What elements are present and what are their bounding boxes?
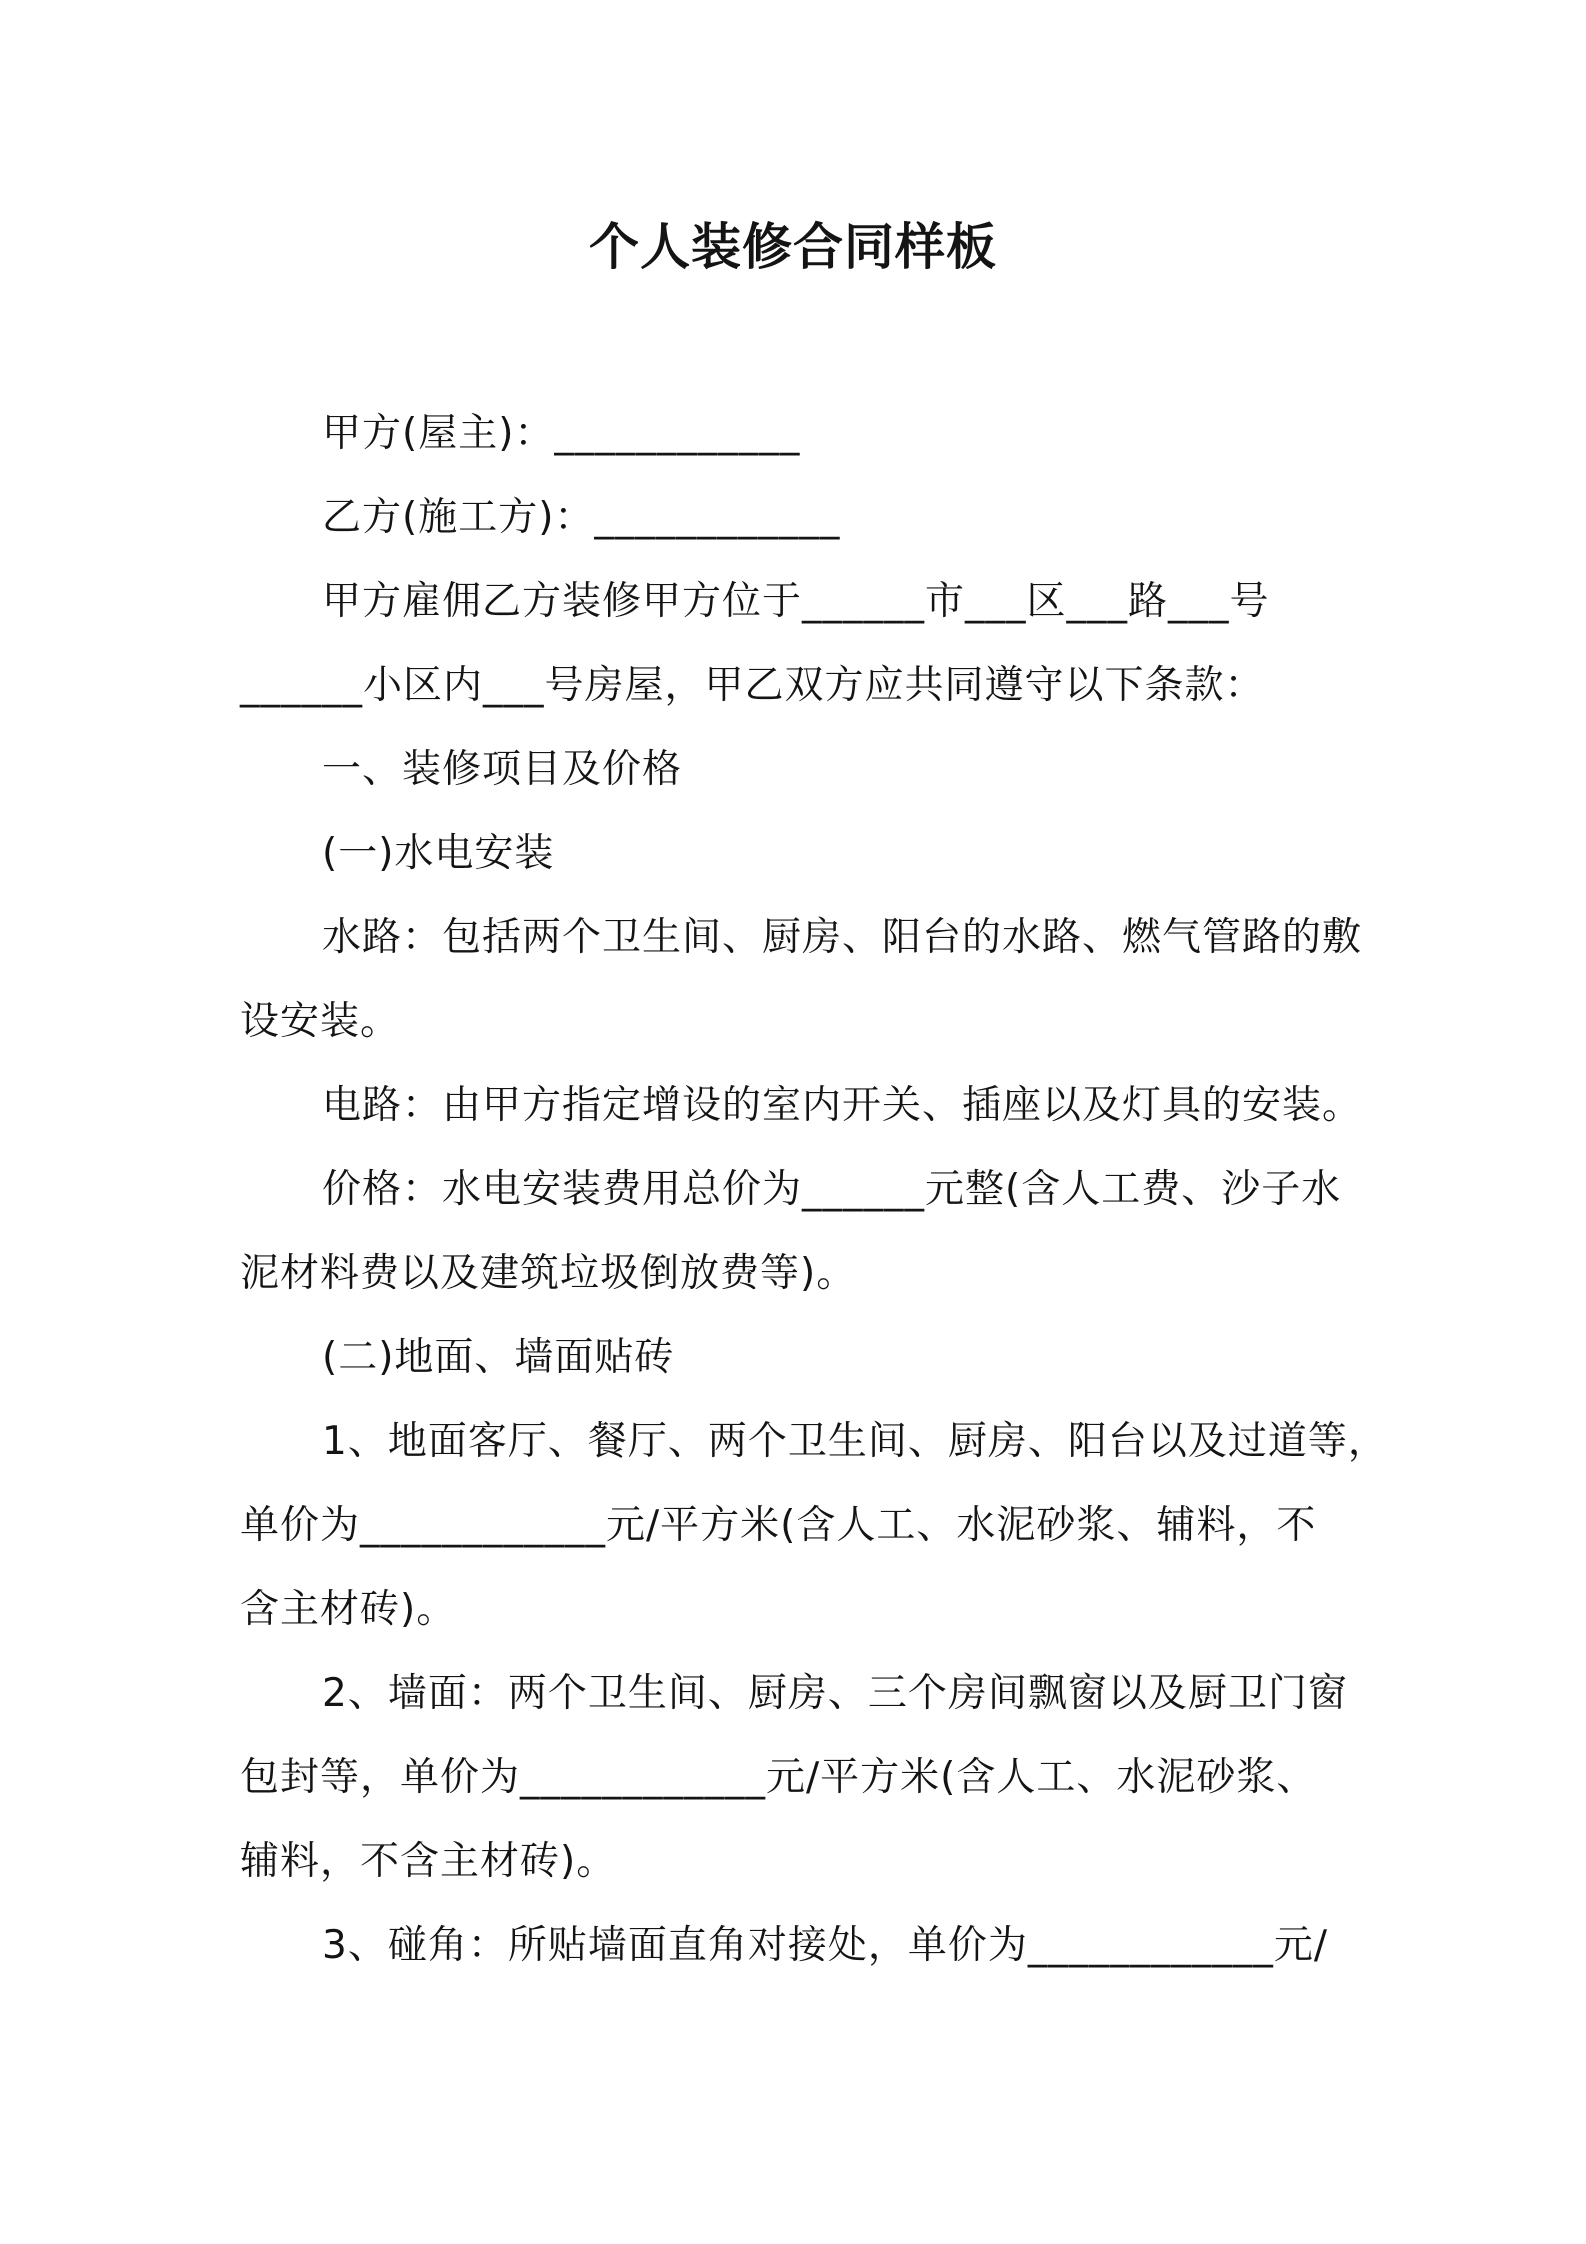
party-a-line: 甲方(屋主)：____________	[322, 411, 801, 456]
intro-line-1: 甲方雇佣乙方装修甲方位于______市___区___路___号	[322, 579, 1270, 624]
paragraph-line: 含主材砖)。	[240, 1587, 457, 1632]
paragraph-line: 单价为____________元/平方米(含人工、水泥砂浆、辅料，不	[240, 1503, 1317, 1548]
paragraph-line: 辅料，不含主材砖)。	[240, 1839, 617, 1884]
paragraph-line: 2、墙面：两个卫生间、厨房、三个房间飘窗以及厨卫门窗	[322, 1671, 1348, 1716]
party-b-line: 乙方(施工方)：____________	[322, 495, 841, 540]
subsection-heading: (二)地面、墙面贴砖	[322, 1335, 675, 1380]
paragraph-line: 水路：包括两个卫生间、厨房、阳台的水路、燃气管路的敷	[322, 915, 1363, 960]
paragraph-line: 1、地面客厅、餐厅、两个卫生间、厨房、阳台以及过道等，	[322, 1419, 1388, 1464]
paragraph-line: 3、碰角：所贴墙面直角对接处，单价为____________元/	[322, 1923, 1328, 1968]
paragraph-line: 包封等，单价为____________元/平方米(含人工、水泥砂浆、	[240, 1755, 1317, 1800]
intro-line-2: ______小区内___号房屋，甲乙双方应共同遵守以下条款：	[240, 663, 1265, 708]
paragraph-line: 设安装。	[240, 999, 401, 1044]
paragraph-line: 泥材料费以及建筑垃圾倒放费等)。	[240, 1251, 857, 1296]
section-heading: 一、装修项目及价格	[322, 747, 683, 792]
document-title: 个人装修合同样板	[589, 218, 997, 276]
paragraph-line: 价格：水电安装费用总价为______元整(含人工费、沙子水	[322, 1167, 1342, 1212]
paragraph-line: 电路：由甲方指定增设的室内开关、插座以及灯具的安装。	[322, 1083, 1363, 1128]
subsection-heading: (一)水电安装	[322, 831, 555, 876]
